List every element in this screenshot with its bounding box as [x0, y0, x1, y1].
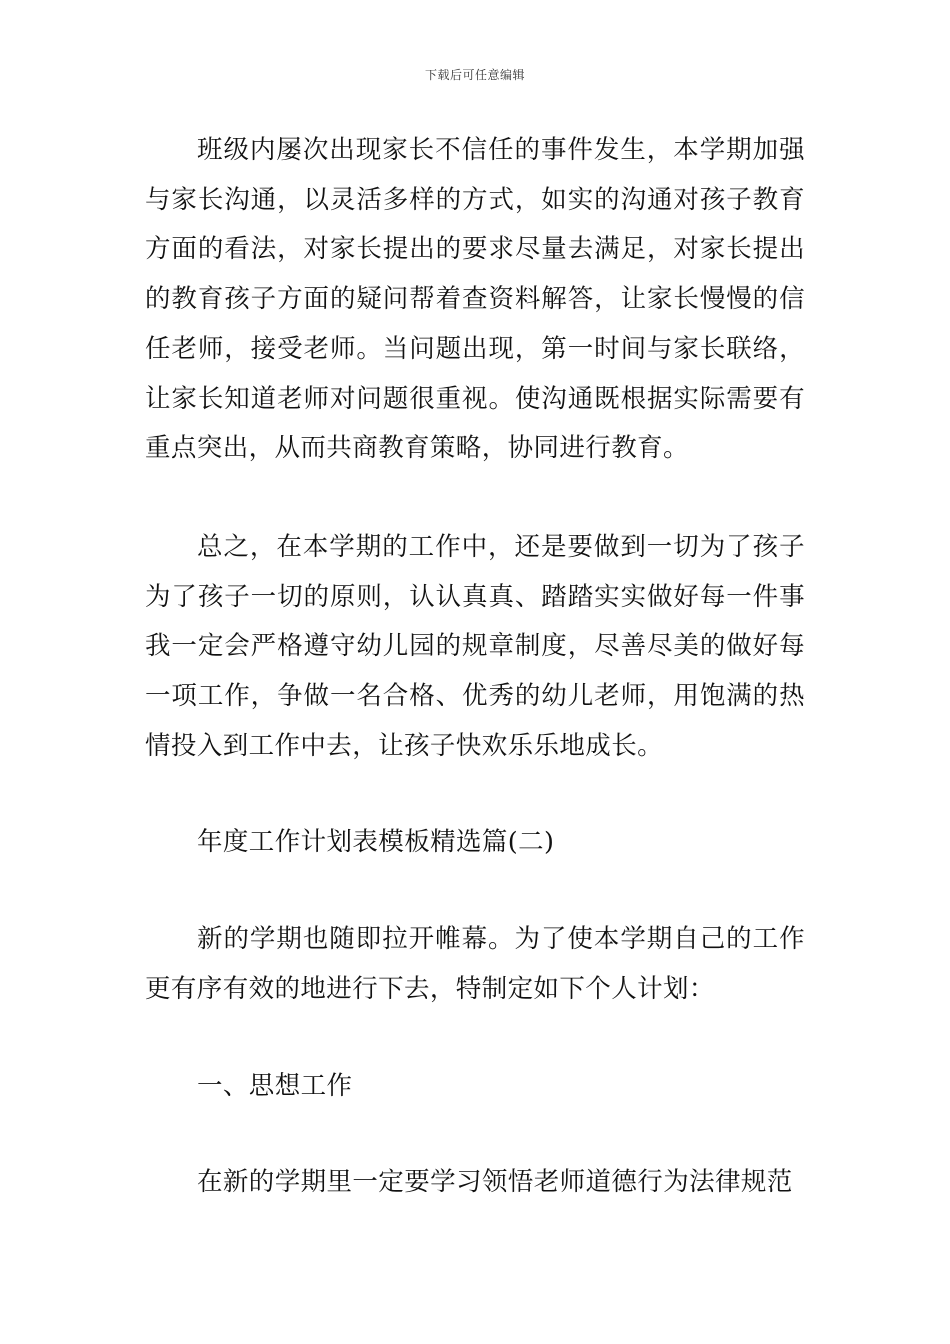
document-body	[145, 126, 805, 1208]
paragraph-new-semester: 新的学期也随即拉开帷幕。为了使本学期自己的工作更有序有效的地进行下去，特制定如下个人计划：	[145, 924, 805, 1004]
paragraph-parent-communication: 班级内屡次出现家长不信任的事件发生，本学期加强与家长沟通，以灵活多样的方式，如实的沟通对孩子教育方面的看法，对家长提出的要求尽量去满足，对家长提出的教育孩子方面的疑问帮着查资料解答，让家长慢慢的信任老师，接受老师。当问题出现，第一时间与家长联络，让家长知道老师对问题很重视。使沟通既根据实际需要有重点突出，从而共商教育策略，协同进行教育。	[145, 135, 805, 464]
subheading-ideological-work: 一、思想工作	[197, 1070, 353, 1101]
paragraph-ideological-work: 在新的学期里一定要学习领悟老师道德行为法律规范	[197, 1167, 793, 1198]
page-header: 下载后可任意编辑	[424, 68, 525, 82]
paragraph-summary: 总之，在本学期的工作中，还是要做到一切为了孩子为了孩子一切的原则，认认真真、踏踏实实做好每一件事我一定会严格遵守幼儿园的规章制度，尽善尽美的做好每一项工作，争做一名合格、优秀的幼儿老师，用饱满的热情投入到工作中去，让孩子快欢乐乐地成长。	[145, 531, 805, 761]
section-heading-plan-two: 年度工作计划表模板精选篇(二)	[197, 827, 555, 858]
